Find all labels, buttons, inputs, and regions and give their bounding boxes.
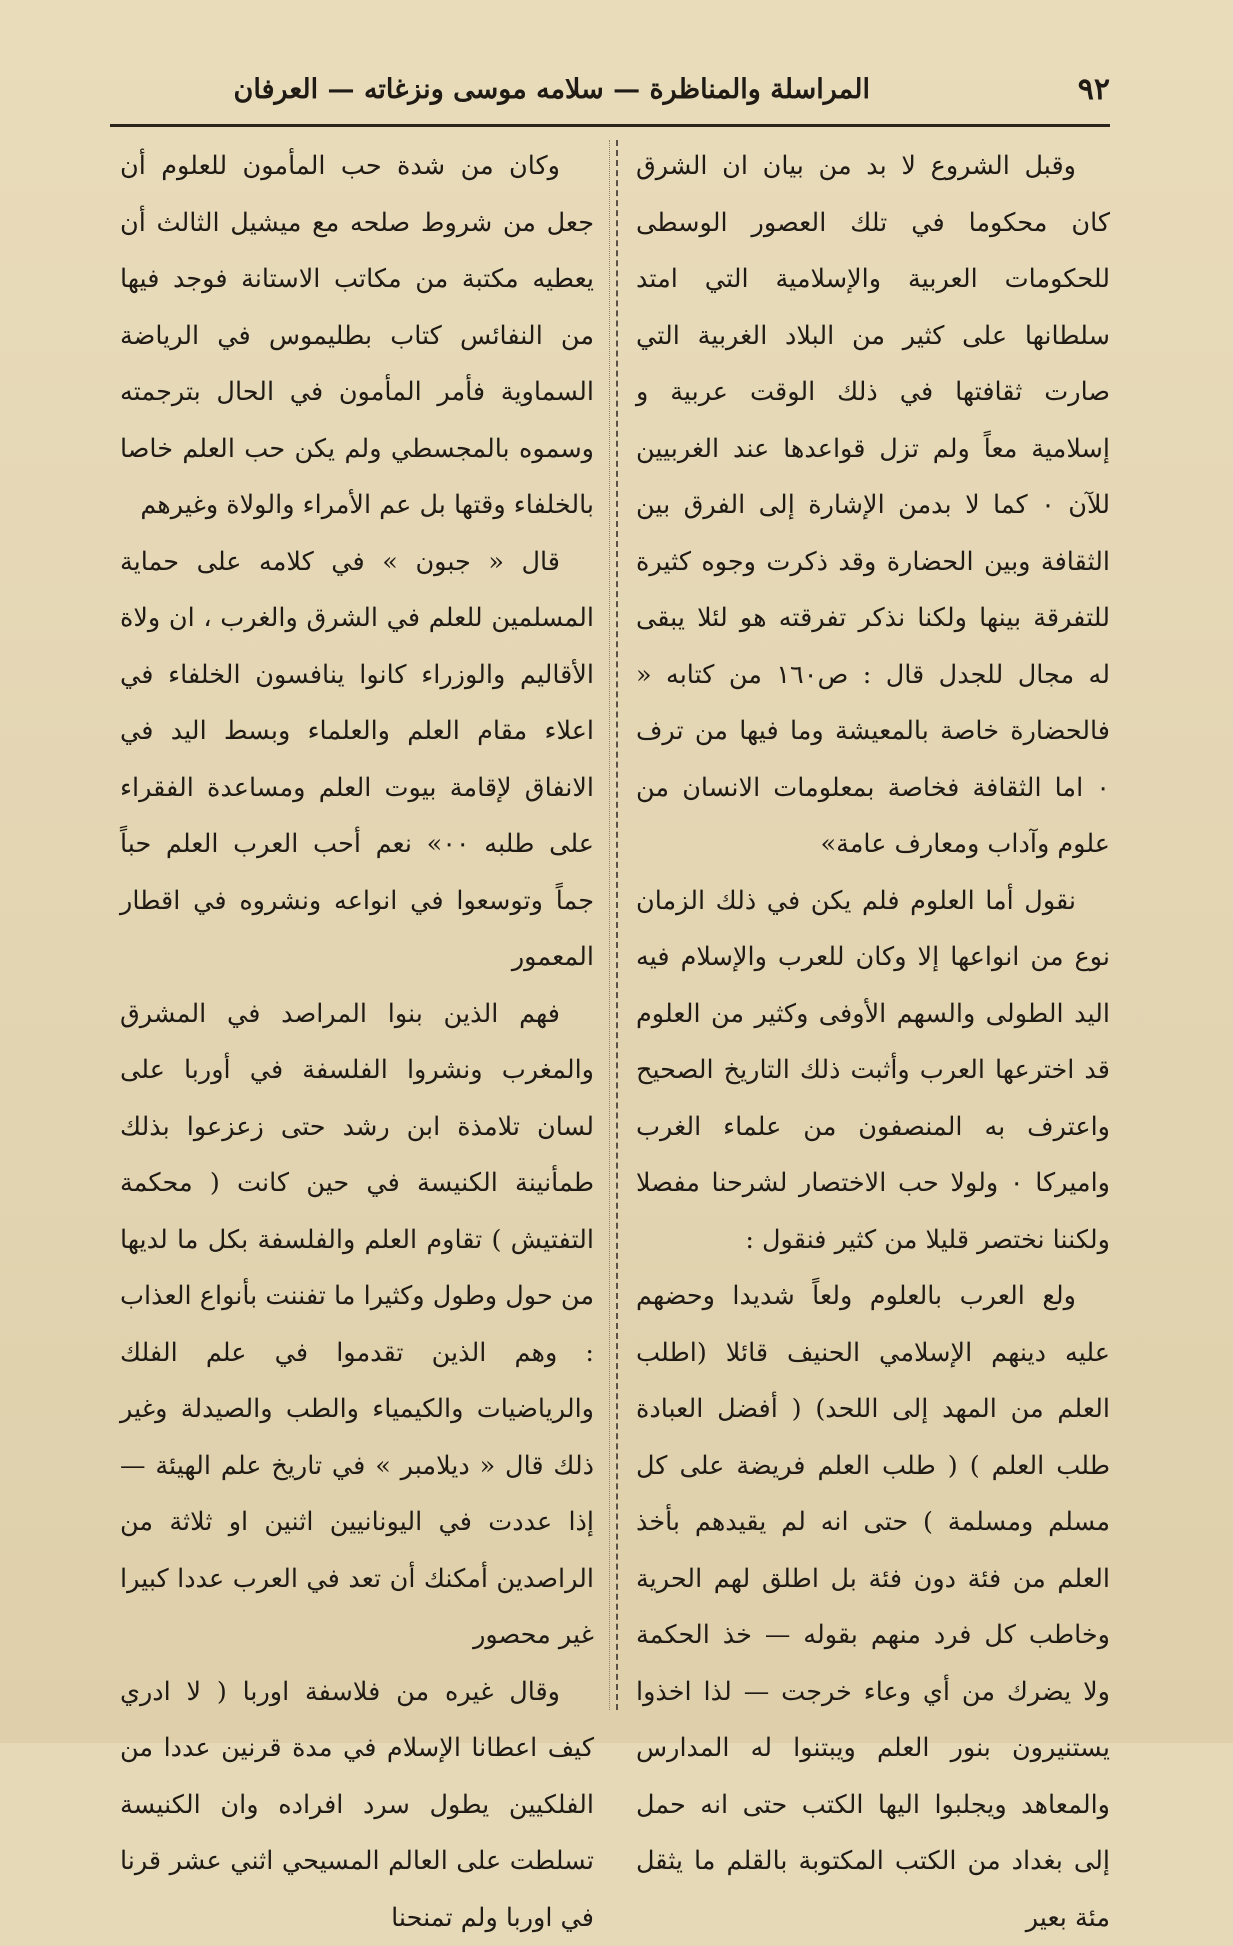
page-number: ٩٢ [1078, 72, 1110, 107]
left-column [120, 138, 594, 1713]
paragraph: ولع العرب بالعلوم ولعاً شديدا وحضهم عليه دينهم الإسلامي الحنيف قائلا (اطلب العلم من المهد إلى اللحد) ( أفضل العبادة طلب العلم ) ( طلب العلم فريضة على كل مسلم ومسلمة ) حتى انه لم يقيدهم بأخذ العلم من فئة دون فئة بل اطلق لهم الحرية وخاطب كل فرد منهم بقوله — خذ الحكمة ولا يضرك من أي وعاء خرجت — لذا اخذوا يستنيرون بنور العلم ويبتنوا له المدارس والمعاهد ويجلبوا اليها الكتب حتى انه حمل إلى بغداد من الكتب المكتوبة بالقلم ما يثقل مئة بعير [636, 1268, 1110, 1946]
right-column [636, 138, 1110, 1713]
paragraph: قال « جبون » في كلامه على حماية المسلمين للعلم في الشرق والغرب ، ان ولاة الأقاليم والوزراء كانوا ينافسون الخلفاء في اعلاء مقام العلم والعلماء وبسط اليد في الانفاق لإقامة بيوت العلم ومساعدة الفقراء على طلبه ٠٠» نعم أحب العرب العلم حباً جماً وتوسعوا في انواعه ونشروه في اقطار المعمور [120, 534, 594, 986]
column-divider [616, 140, 618, 1710]
paragraph: وقبل الشروع لا بد من بيان ان الشرق كان محكوما في تلك العصور الوسطى للحكومات العربية والإسلامية التي امتد سلطانها على كثير من البلاد الغربية التي صارت ثقافتها في ذلك الوقت عربية و إسلامية معاً ولم تزل قواعدها عند الغربيين للآن ٠ كما لا بدمن الإشارة إلى الفرق بين الثقافة وبين الحضارة وقد ذكرت وجوه كثيرة للتفرقة بينها ولكنا نذكر تفرقته هو لئلا يبقى له مجال للجدل قال : ص١٦٠ من كتابه « فالحضارة خاصة بالمعيشة وما فيها من ترف ٠ اما الثقافة فخاصة بمعلومات الانسان من علوم وآداب ومعارف عامة» [636, 138, 1110, 873]
paragraph: فهم الذين بنوا المراصد في المشرق والمغرب ونشروا الفلسفة في أوربا على لسان تلامذة ابن رشد حتى زعزعوا بذلك طمأنينة الكنيسة في حين كانت ( محكمة التفتيش ) تقاوم العلم والفلسفة بكل ما لديها من حول وطول وكثيرا ما تفننت بأنواع العذاب : وهم الذين تقدموا في علم الفلك والرياضيات والكيمياء والطب والصيدلة وغير ذلك قال « ديلامبر » في تاريخ علم الهيئة — إذا عددت في اليونانيين اثنين او ثلاثة من الراصدين أمكنك أن تعد في العرب عددا كبيرا غير محصور [120, 986, 594, 1664]
paragraph: وقال غيره من فلاسفة اوربا ( لا ادري كيف اعطانا الإسلام في مدة قرنين عددا من الفلكيين يطول سرد افراده وان الكنيسة تسلطت على العالم المسيحي اثني عشر قرنا في اوربا ولم تمنحنا [120, 1664, 594, 1946]
header-rule [110, 124, 1110, 127]
page-header [110, 62, 1110, 118]
running-title: المراسلة والمناظرة — سلامه موسى ونزغاته — العرفان [234, 74, 870, 105]
paragraph: وكان من شدة حب المأمون للعلوم أن جعل من شروط صلحه مع ميشيل الثالث أن يعطيه مكتبة من مكاتب الاستانة فوجد فيها من النفائس كتاب بطليموس في الرياضة السماوية فأمر المأمون في الحال بترجمته وسموه بالمجسطي ولم يكن حب العلم خاصا بالخلفاء وقتها بل عم الأمراء والولاة وغيرهم [120, 138, 594, 534]
page-fold-line [609, 140, 610, 1710]
paragraph: نقول أما العلوم فلم يكن في ذلك الزمان نوع من انواعها إلا وكان للعرب والإسلام فيه اليد الطولى والسهم الأوفى وكثير من العلوم قد اخترعها العرب وأثبت ذلك التاريخ الصحيح واعترف به المنصفون من علماء الغرب واميركا ٠ ولولا حب الاختصار لشرحنا مفصلا ولكننا نختصر قليلا من كثير فنقول : [636, 873, 1110, 1269]
